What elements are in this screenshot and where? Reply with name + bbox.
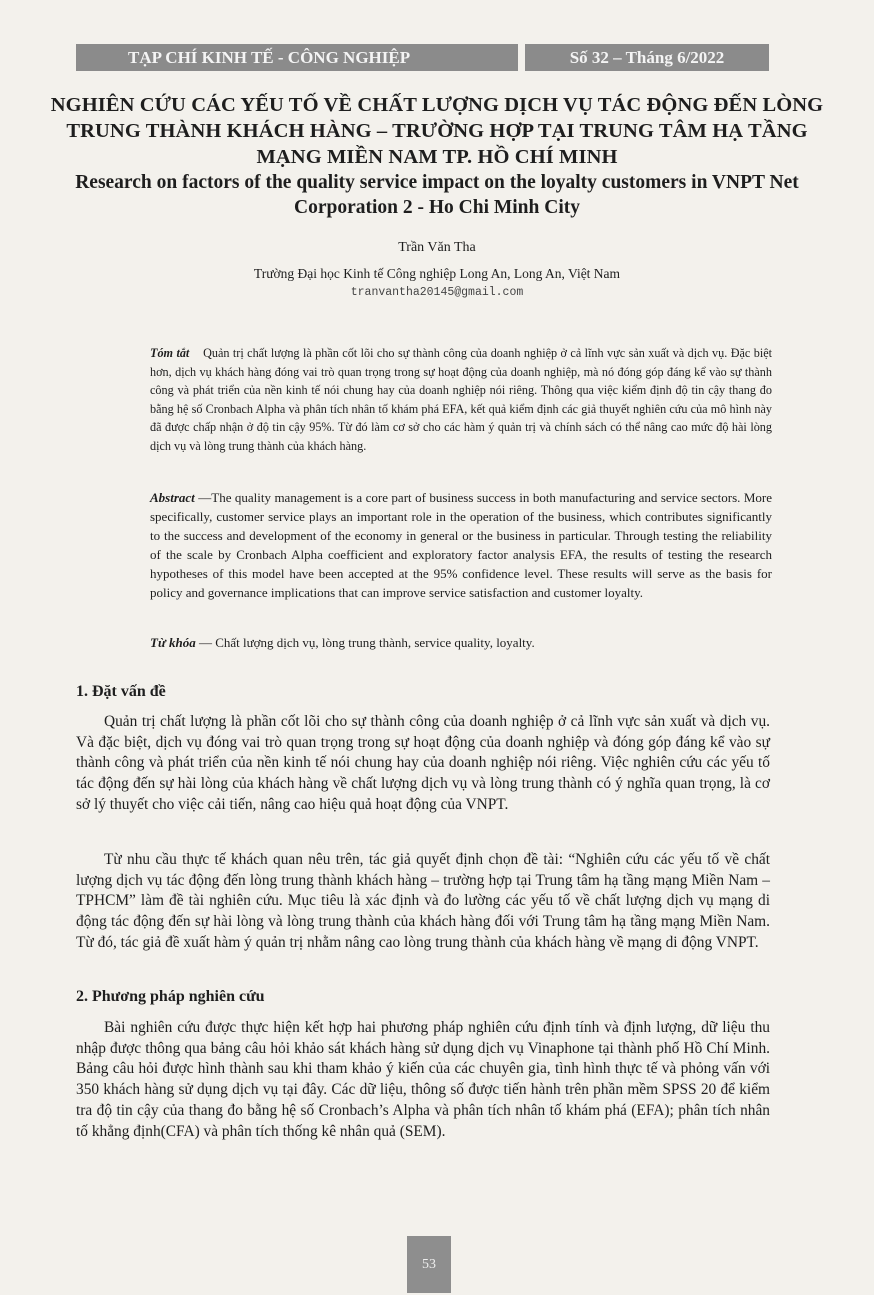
author-name: Trần Văn Tha xyxy=(398,240,476,255)
header-divider xyxy=(518,44,525,71)
journal-header xyxy=(76,44,769,71)
abstract-vietnamese xyxy=(150,344,772,455)
section-2-paragraph: Bài nghiên cứu được thực hiện kết hợp hai phương pháp nghiên cứu định tính và định lượng, dữ liệu thu nhập được thông qua bảng câu hỏi khảo sát khách hàng sử dụng dịch vụ Vinaphone tại thành phố Hồ Chí Minh. Bảng câu hỏi được hình thành sau khi tham khảo ý kiến của các chuyên gia, tình hình thực tế và phỏng vấn với 350 khách hàng sử dụng dịch vụ tại đây. Các dữ liệu, thông số được tiến hành trên phần mềm SPSS 20 để kiểm tra độ tin cậy của thang đo bằng hệ số Cronbach’s Alpha và phân tích nhân tố khám phá (EFA); phân tích nhân tố khẳng định(CFA) và phân tích thống kê nhân quả (SEM). xyxy=(76,1019,770,1140)
page-number: 53 xyxy=(407,1236,451,1293)
section-1-heading: 1. Đặt vấn đề xyxy=(76,683,166,700)
abstract-vn-label: Tóm tắt xyxy=(150,346,190,360)
author-affiliation: Trường Đại học Kinh tế Công nghiệp Long An, Long An, Việt Nam xyxy=(253,266,621,281)
abstract-en-label: Abstract xyxy=(150,490,195,505)
author-email: tranvantha20145@gmail.com xyxy=(350,286,524,299)
section-1-paragraph: Quản trị chất lượng là phần cốt lõi cho sự thành công của doanh nghiệp ở cả lĩnh vực sản xuất và dịch vụ. Và đặc biệt, dịch vụ đóng vai trò quan trọng trong sự hoạt động của doanh nghiệp và đóng góp đáng kể vào sự thành công và phát triển của nền kinh tế nói chung hay của doanh nghiệp nói riêng. Việc nghiên cứu các yếu tố tác động đến sự hài lòng của khách hàng về chất lượng dịch vụ và lòng trung thành có ý nghĩa quan trọng, là cơ sở lý thuyết cho việc cải tiến, nâng cao hiệu quả hoạt động của VNPT. xyxy=(76,713,770,813)
abstract-english xyxy=(150,488,772,602)
abstract-vn-text: Quản trị chất lượng là phần cốt lõi cho sự thành công của doanh nghiệp ở cả lĩnh vực sản xuất và dịch vụ. Đặc biệt hơn, dịch vụ khách hàng đóng vai trò quan trọng trong sự hoạt động của doanh nghiệp, mà nó đóng góp đáng kể vào sự thành công và phát triển của nền kinh tế nói chung hay của doanh nghiệp nói riêng. Thông qua việc kiểm định độ tin cậy thang đo bằng hệ số Cronbach Alpha và phân tích nhân tố khám phá EFA, kết quả kiểm định các giả thuyết nghiên cứu của mô hình này đã được chấp nhận ở độ tin cậy 95%. Từ đó làm cơ sở cho các hàm ý quản trị và chính sách có thể nâng cao mức độ hài lòng dịch vụ và lòng trung thành của khách hàng. xyxy=(150,346,773,453)
abstract-en-text: —The quality management is a core part of business success in both manufacturing and service sectors. More specifically, customer service plays an important role in the operation of the business, which contributes significantly to the success and development of the economy in general or the business in particular. Through testing the reliability of the scale by Cronbach Alpha coefficient and exploratory factor analysis EFA, the results of testing the research hypotheses of this model have been accepted at the 95% confidence level. These results will serve as the basis for policy and governance implications that can improve service satisfaction and customer loyalty. xyxy=(150,490,773,600)
journal-name: TẠP CHÍ KINH TẾ - CÔNG NGHIỆP xyxy=(128,47,411,67)
section-1-paragraph: Từ nhu cầu thực tế khách quan nêu trên, tác giả quyết định chọn đề tài: “Nghiên cứu các yếu tố về chất lượng dịch vụ tác động đến lòng trung thành khách hàng – trường hợp tại Trung tâm hạ tầng mạng Miền Nam – TPHCM” làm đề tài nghiên cứu. Mục tiêu là xác định và đo lường các yếu tố về chất lượng dịch vụ mạng di động tác động đến sự hài lòng và lòng trung thành của khách hàng đối với Trung tâm hạ tầng mạng Miền Nam. Từ đó, tác giả đề xuất hàm ý quản trị nhằm nâng cao lòng trung thành của khách hàng về mạng di động VNPT. xyxy=(76,851,770,951)
keywords-text: — Chất lượng dịch vụ, lòng trung thành, service quality, loyalty. xyxy=(198,635,535,650)
issue-info: Số 32 – Tháng 6/2022 xyxy=(569,47,725,67)
section-2-heading: 2. Phương pháp nghiên cứu xyxy=(76,988,265,1005)
keywords xyxy=(150,635,772,651)
title-vietnamese: NGHIÊN CỨU CÁC YẾU TỐ VỀ CHẤT LƯỢNG DỊCH VỤ TÁC ĐỘNG ĐẾN LÒNG TRUNG THÀNH KHÁCH HÀNG – TRƯỜNG HỢP TẠI TRUNG TÂM HẠ TẦNG MẠNG MIỀN NAM TP. HỒ CHÍ MINH xyxy=(50,94,824,168)
keywords-label: Từ khóa xyxy=(150,635,196,650)
title-english: Research on factors of the quality service impact on the loyalty customers in VNPT Net Corporation 2 - Ho Chi Minh City xyxy=(75,172,799,218)
